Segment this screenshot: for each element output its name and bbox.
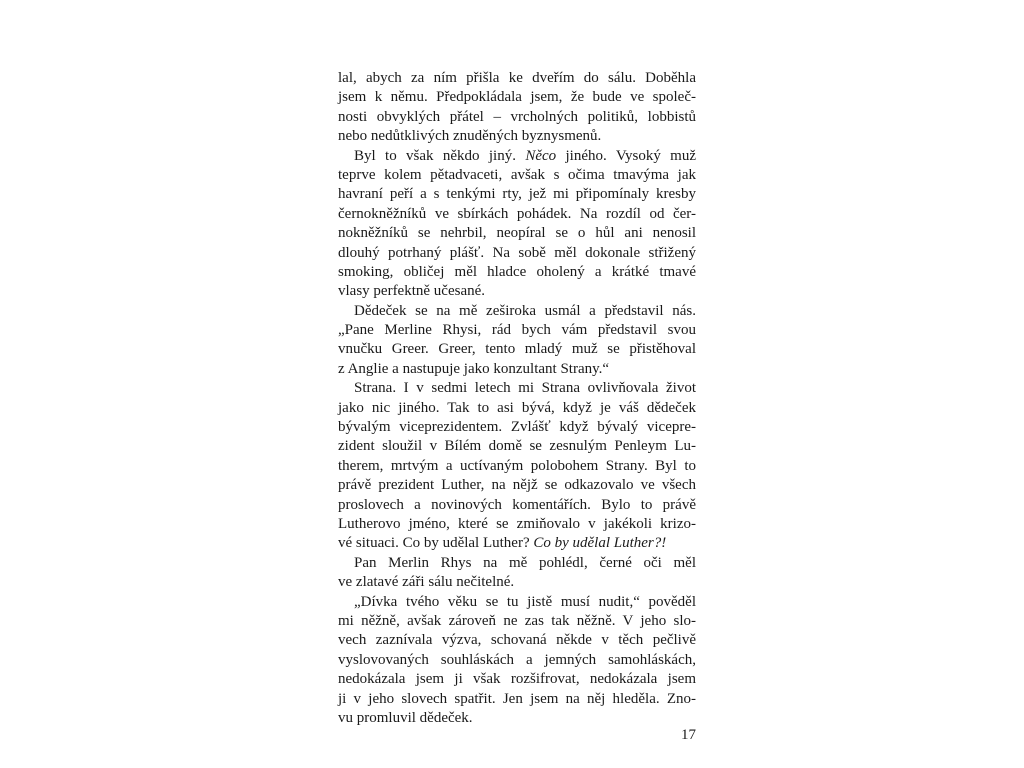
text-line: „Pane Merline Rhysi, rád bych vám představil svou: [338, 322, 696, 339]
text-line: therem, mrtvým a uctívaným polobohem Strany. Byl to: [338, 457, 696, 474]
text-line: bývalým viceprezidentem. Zvlášť když bývalý vicepre-: [338, 419, 696, 436]
text-line: ji v jeho slovech spatřit. Jen jsem na něj hleděla. Zno-: [338, 690, 696, 707]
text-line: nokněžníků se nehrbil, neopíral se o hůl ani nenosil: [338, 225, 696, 242]
text-line: teprve kolem pětadvaceti, avšak s očima tmavýma jak: [338, 166, 696, 183]
text-line: jsem k němu. Předpokládala jsem, že bude ve společ-: [338, 89, 696, 106]
body-text: [338, 69, 696, 728]
text-line: ve zlatavé záři sálu nečitelné.: [338, 574, 515, 591]
text-line: vlasy perfektně učesané.: [338, 283, 486, 300]
text-line: [338, 534, 696, 553]
text-run: Byl to však někdo jiný.: [354, 147, 526, 164]
page-number: 17: [681, 727, 696, 743]
text-line: nosti obvyklých přátel – vrcholných politiků, lobbistů: [338, 108, 696, 125]
italic-run: Něco: [525, 147, 557, 164]
text-line: z Anglie a nastupuje jako konzultant Strany.“: [338, 360, 610, 377]
text-line: Pan Merlin Rhys na mě pohlédl, černé oči měl: [354, 554, 696, 571]
text-line: jako nic jiného. Tak to asi bývá, když je váš dědeček: [338, 399, 696, 416]
text-line: právě prezident Luther, na nějž se odkazovalo ve všech: [338, 477, 696, 494]
text-line: Dědeček se na mě zeširoka usmál a představil nás.: [354, 302, 696, 319]
text-run: jiného. Vysoký muž: [556, 147, 697, 164]
italic-run: Co by udělal Luther?!: [533, 535, 667, 552]
text-line: vech zaznívala výzva, schovaná někde v těch pečlivě: [338, 632, 696, 649]
text-run: vé situaci. Co by udělal Luther?: [338, 535, 534, 552]
text-line: lal, abych za ním přišla ke dveřím do sálu. Doběhla: [338, 70, 696, 86]
text-line: vu promluvil dědeček.: [338, 709, 473, 726]
text-line: vyslovovaných souhláskách a jemných samohláskách,: [338, 651, 696, 668]
text-line: Strana. I v sedmi letech mi Strana ovlivňovala život: [354, 380, 696, 397]
text-line: havraní peří a s tenkými rty, jež mi připomínaly kresby: [338, 186, 696, 203]
text-line: vnučku Greer. Greer, tento mladý muž se přistěhoval: [338, 341, 696, 358]
text-line: černokněžníků ve sbírkách pohádek. Na rozdíl od čer-: [338, 205, 696, 222]
text-line: smoking, obličej měl hladce oholený a krátké tmavé: [338, 263, 696, 280]
text-line: dlouhý potrhaný plášť. Na sobě měl dokonale střižený: [338, 244, 696, 261]
text-line: [338, 147, 696, 166]
text-line: nebo nedůtklivých znuděných byznysmenů.: [338, 128, 602, 145]
text-line: proslovech a novinových komentářích. Bylo to právě: [338, 496, 696, 513]
text-line: mi něžně, avšak zároveň ne zas tak něžně. V jeho slo-: [338, 612, 696, 629]
text-line: nedokázala jsem ji však rozšifrovat, nedokázala jsem: [338, 671, 696, 688]
text-line: Lutherovo jméno, které se zmiňovalo v jakékoli krizo-: [338, 515, 696, 532]
text-line: „Dívka tvého věku se tu jistě musí nudit,“ pověděl: [354, 593, 696, 610]
text-line: zident sloužil v Bílém domě se zesnulým Penleym Lu-: [338, 438, 696, 455]
